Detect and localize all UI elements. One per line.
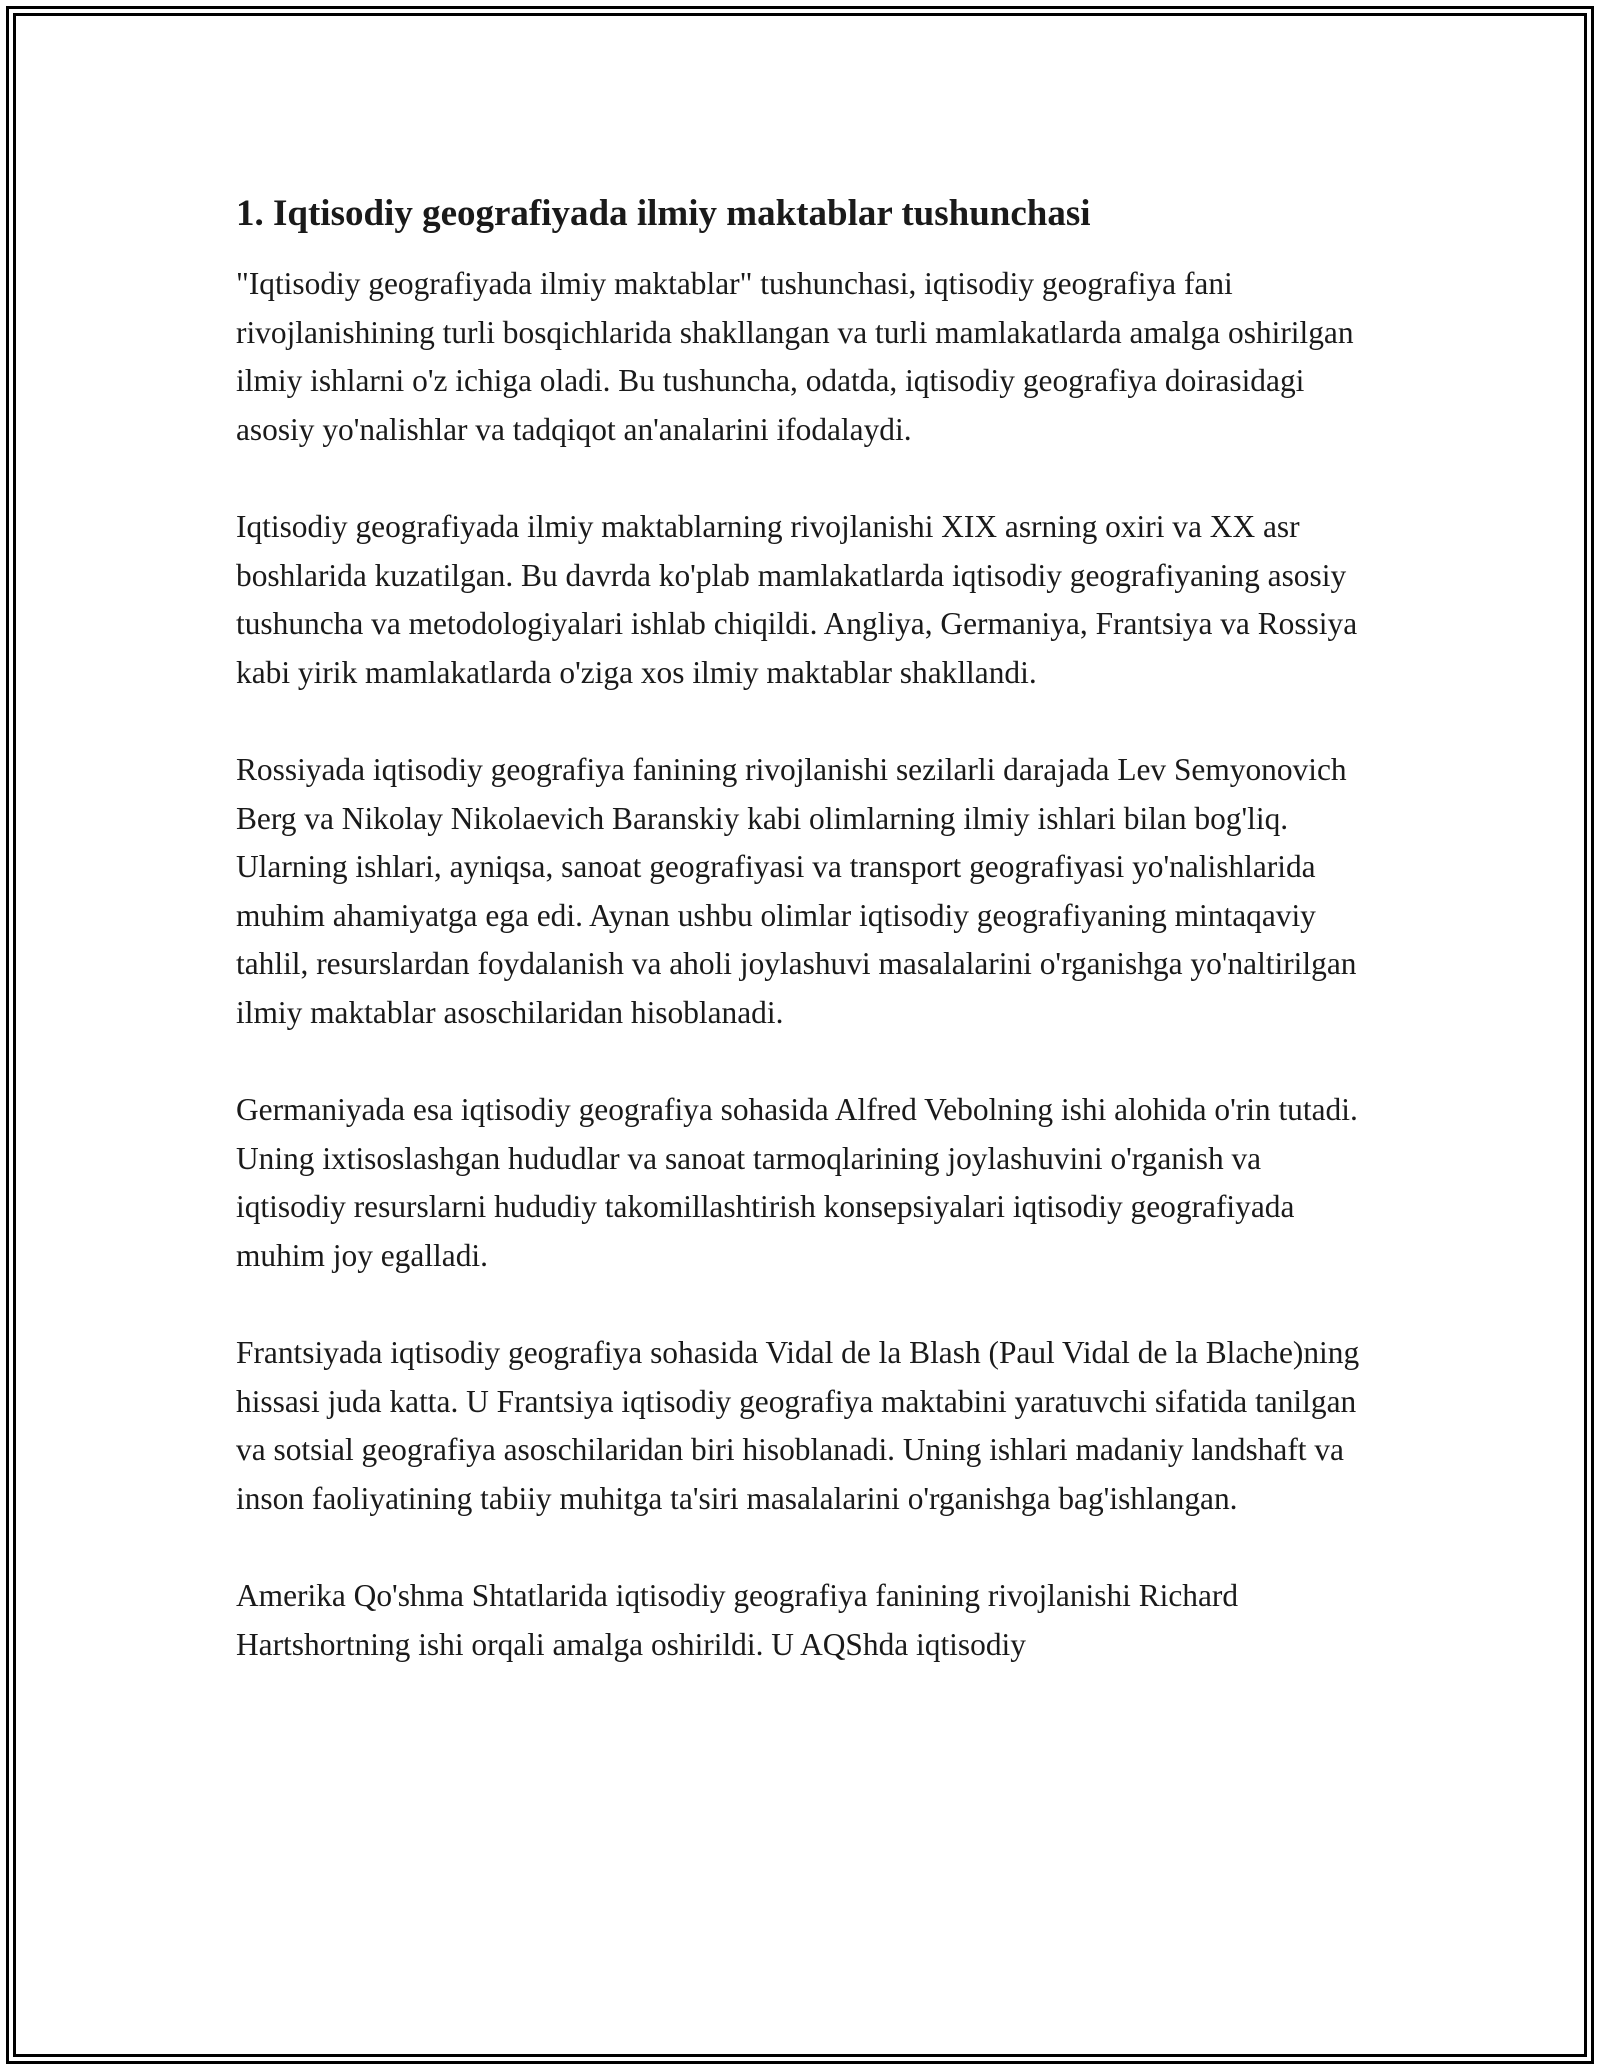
- paragraph-usa: Amerika Qo'shma Shtatlarida iqtisodiy geografiya fanining rivojlanishi Richard Hartshortning ishi orqali amalga oshirildi. U AQShda iqtisodiy: [236, 1578, 1239, 1662]
- paragraph-history: Iqtisodiy geografiyada ilmiy maktablarning rivojlanishi XIX asrning oxiri va XX asr boshlarida kuzatilgan. Bu davrda ko'plab mamlakatlarda iqtisodiy geografiyaning asosiy tushuncha va metodologiyalari ishlab chiqildi. Angliya, Germaniya, Frantsiya va Rossiya kabi yirik mamlakatlarda o'ziga xos ilmiy maktablar shakllandi.: [236, 508, 1358, 690]
- paragraph-russia: Rossiyada iqtisodiy geografiya fanining rivojlanishi sezilarli darajada Lev Semyonovich Berg va Nikolay Nikolaevich Baranskiy kabi olimlarning ilmiy ishlari bilan bog'liq. Ularning ishlari, ayniqsa, sanoat geografiyasi va transport geografiyasi yo'nalishlarida muhim ahamiyatga ega edi. Aynan ushbu olimlar iqtisodiy geografiyaning mintaqaviy tahlil, resurslardan foydalanish va aholi joylashuvi masalalarini o'rganishga yo'naltirilgan ilmiy maktablar asoschilaridan hisoblanadi.: [236, 751, 1357, 1030]
- paragraph-definition: "Iqtisodiy geografiyada ilmiy maktablar" tushunchasi, iqtisodiy geografiya fani rivojlanishining turli bosqichlarida shakllangan va turli mamlakatlarda amalga oshirilgan ilmiy ishlarni o'z ichiga oladi. Bu tushuncha, odatda, iqtisodiy geografiya doirasidagi asosiy yo'nalishlar va tadqiqot an'analarini ifodalaydi.: [236, 266, 1354, 447]
- paragraph-germany: Germaniyada esa iqtisodiy geografiya sohasida Alfred Vebolning ishi alohida o'rin tutadi. Uning ixtisoslashgan hududlar va sanoat tarmoqlarining joylashuvini o'rganish va iqtisodiy resurslarni hududiy takomillashtirish konsepsiyalari iqtisodiy geografiyada muhim joy egalladi.: [236, 1092, 1358, 1273]
- document-body: [236, 190, 1372, 1718]
- paragraph-france: Frantsiyada iqtisodiy geografiya sohasida Vidal de la Blash (Paul Vidal de la Blache)ning hissasi juda katta. U Frantsiya iqtisodiy geografiya maktabini yaratuvchi sifatida tanilgan va sotsial geografiya asoschilaridan biri hisoblanadi. Uning ishlari madaniy landshaft va inson faoliyatining tabiiy muhitga ta'siri masalalarini o'rganishga bag'ishlangan.: [236, 1335, 1360, 1516]
- section-heading: 1. Iqtisodiy geografiyada ilmiy maktablar tushunchasi: [236, 193, 1091, 234]
